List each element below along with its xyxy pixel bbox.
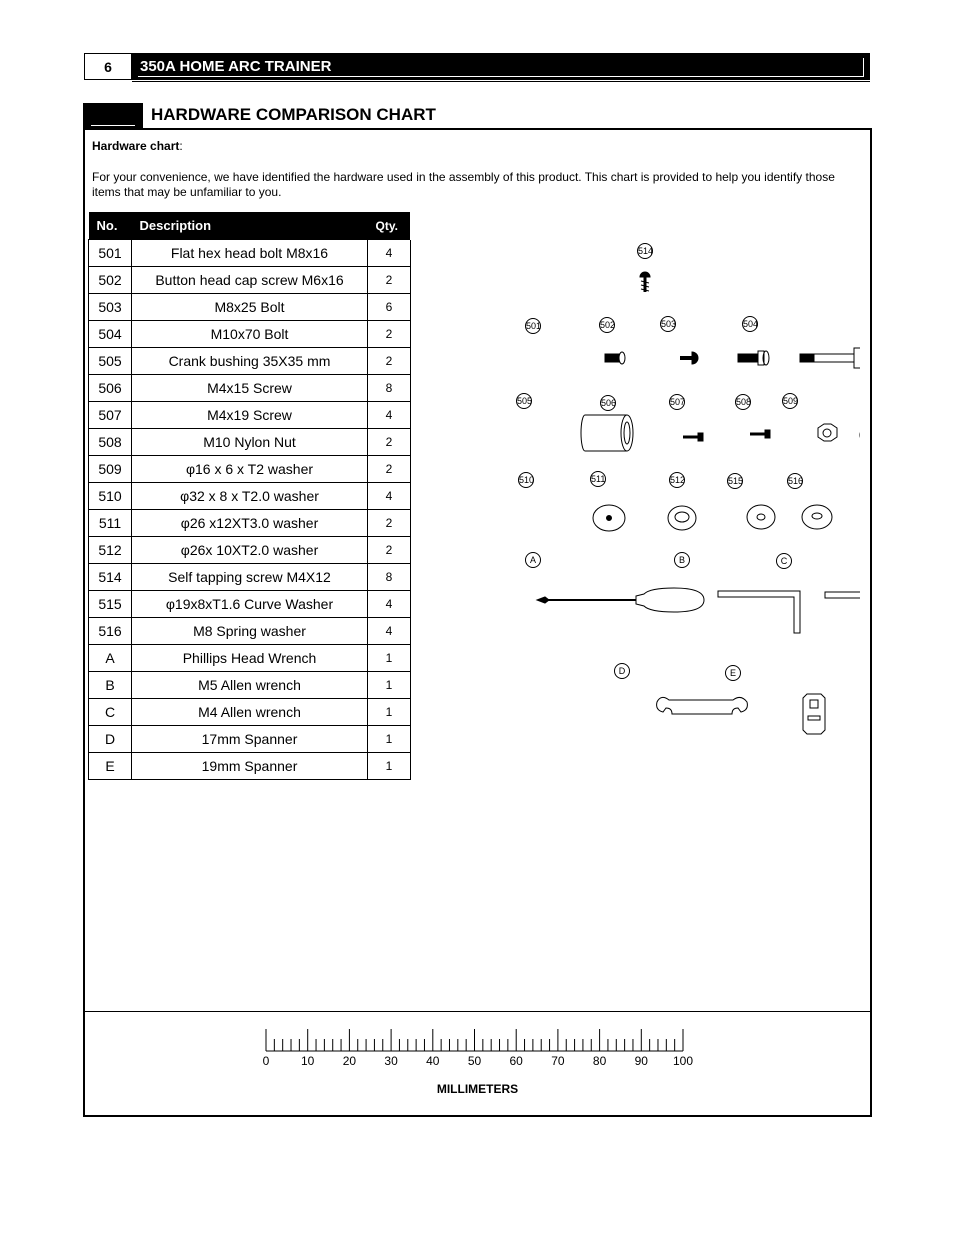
col-qty: Qty. — [368, 212, 411, 240]
table-row — [89, 699, 411, 726]
table-row — [89, 510, 411, 537]
cell-description: M5 Allen wrench — [132, 672, 368, 699]
cell-description: M4x19 Screw — [132, 402, 368, 429]
cell-description: Button head cap screw M6x16 — [132, 267, 368, 294]
table-row — [89, 483, 411, 510]
cell-no: 501 — [89, 240, 132, 267]
cell-no: 516 — [89, 618, 132, 645]
callout-512: 512 — [669, 472, 685, 488]
allen-wrench-m4-icon — [825, 592, 860, 634]
cell-qty: 2 — [368, 537, 411, 564]
callout-a: A — [525, 552, 541, 568]
cell-no: D — [89, 726, 132, 753]
ruler-tick-label: 80 — [592, 1054, 607, 1068]
callout-509: 509 — [782, 393, 798, 409]
cell-no: 515 — [89, 591, 132, 618]
washer-511-icon — [668, 506, 696, 530]
document-title-bar — [132, 53, 870, 80]
cell-no: 502 — [89, 267, 132, 294]
cell-description: φ32 x 8 x T2.0 washer — [132, 483, 368, 510]
bolt-503-icon — [738, 351, 769, 365]
cell-no: 509 — [89, 456, 132, 483]
cell-description: M4 Allen wrench — [132, 699, 368, 726]
ruler-unit-label: MILLIMETERS — [436, 1082, 519, 1096]
cell-qty: 8 — [368, 564, 411, 591]
header-rule — [132, 81, 870, 82]
callout-508: 508 — [735, 394, 751, 410]
table-row — [89, 267, 411, 294]
spanner-17mm-icon — [657, 697, 748, 714]
table-body — [89, 240, 411, 780]
millimeter-ruler — [260, 1025, 690, 1055]
ruler-tick-label: 70 — [551, 1054, 565, 1068]
bolt-501-icon — [605, 352, 625, 364]
callout-b: B — [674, 552, 690, 568]
cell-description: M8 Spring washer — [132, 618, 368, 645]
cell-description: M4x15 Screw — [132, 375, 368, 402]
cell-qty: 2 — [368, 510, 411, 537]
table-row — [89, 456, 411, 483]
callout-515: 515 — [727, 473, 743, 489]
washer-515-icon — [802, 505, 832, 529]
cell-qty: 6 — [368, 294, 411, 321]
cell-qty: 2 — [368, 321, 411, 348]
cell-no: E — [89, 753, 132, 780]
section-title: HARDWARE COMPARISON CHART — [151, 105, 436, 124]
table-row — [89, 375, 411, 402]
cell-qty: 4 — [368, 618, 411, 645]
cell-description: M8x25 Bolt — [132, 294, 368, 321]
callout-504: 504 — [742, 316, 758, 332]
cell-qty: 4 — [368, 402, 411, 429]
cell-no: B — [89, 672, 132, 699]
washer-512-icon — [747, 505, 775, 529]
cell-no: 505 — [89, 348, 132, 375]
bolt-504-icon — [800, 348, 860, 368]
socket-19mm-icon — [803, 694, 825, 734]
ruler-tick-label: 30 — [384, 1054, 398, 1068]
nut-508-icon — [818, 424, 837, 441]
table-row — [89, 672, 411, 699]
callout-503: 503 — [660, 316, 676, 332]
screw-502-icon — [680, 352, 698, 364]
callout-511: 511 — [590, 471, 606, 487]
cell-no: 512 — [89, 537, 132, 564]
cell-qty: 8 — [368, 375, 411, 402]
cell-qty: 2 — [368, 267, 411, 294]
cell-qty: 1 — [368, 699, 411, 726]
callout-e: E — [725, 665, 741, 681]
col-description: Description — [132, 212, 368, 240]
cell-no: C — [89, 699, 132, 726]
cell-no: A — [89, 645, 132, 672]
cell-description: 19mm Spanner — [132, 753, 368, 780]
cell-description: Phillips Head Wrench — [132, 645, 368, 672]
ruler-tick-label: 0 — [262, 1054, 270, 1068]
cell-qty: 1 — [368, 753, 411, 780]
cell-no: 511 — [89, 510, 132, 537]
callout-514: 514 — [637, 243, 653, 259]
allen-wrench-m5-icon — [718, 591, 800, 633]
cell-description: M10 Nylon Nut — [132, 429, 368, 456]
document-title: 350A HOME ARC TRAINER — [140, 58, 332, 75]
hardware-illustrations — [440, 230, 860, 770]
screw-514-icon — [640, 272, 650, 292]
callout-501: 501 — [525, 318, 541, 334]
table-row — [89, 537, 411, 564]
page-header — [84, 53, 870, 80]
table-row — [89, 645, 411, 672]
ruler-tick-label: 60 — [509, 1054, 523, 1068]
cell-qty: 2 — [368, 456, 411, 483]
hardware-chart-box — [83, 128, 872, 1117]
cell-no: 503 — [89, 294, 132, 321]
table-row — [89, 402, 411, 429]
cell-description: 17mm Spanner — [132, 726, 368, 753]
section-marker — [83, 103, 143, 129]
cell-no: 508 — [89, 429, 132, 456]
ruler-tick-label: 40 — [426, 1054, 440, 1068]
bushing-505-icon — [581, 415, 633, 451]
callout-505: 505 — [516, 393, 532, 409]
hardware-chart-label: Hardware chart: — [92, 139, 183, 153]
cell-description: Crank bushing 35X35 mm — [132, 348, 368, 375]
intro-paragraph: For your convenience, we have identified the hardware used in the assembly of this product. This chart is provided to help you identify those items that may be unfamiliar to you. — [92, 170, 835, 199]
callout-d: D — [614, 663, 630, 679]
callout-510: 510 — [518, 472, 534, 488]
cell-qty: 4 — [368, 240, 411, 267]
cell-qty: 4 — [368, 591, 411, 618]
table-row — [89, 240, 411, 267]
table-row — [89, 726, 411, 753]
cell-no: 506 — [89, 375, 132, 402]
callout-516: 516 — [787, 473, 803, 489]
cell-qty: 1 — [368, 645, 411, 672]
cell-description: M10x70 Bolt — [132, 321, 368, 348]
cell-qty: 1 — [368, 726, 411, 753]
ruler-tick-label: 100 — [672, 1054, 694, 1068]
ruler-tick-label: 10 — [301, 1054, 315, 1068]
cell-description: Flat hex head bolt M8x16 — [132, 240, 368, 267]
cell-qty: 2 — [368, 429, 411, 456]
ruler-tick-label: 20 — [342, 1054, 357, 1068]
cell-no: 510 — [89, 483, 132, 510]
table-row — [89, 753, 411, 780]
ruler-tick-label: 90 — [634, 1054, 648, 1068]
col-no: No. — [89, 212, 132, 240]
cell-description: φ16 x 6 x T2 washer — [132, 456, 368, 483]
page-number: 6 — [84, 53, 132, 80]
cell-qty: 1 — [368, 672, 411, 699]
cell-no: 504 — [89, 321, 132, 348]
cell-qty: 4 — [368, 483, 411, 510]
cell-description: φ19x8xT1.6 Curve Washer — [132, 591, 368, 618]
cell-description: φ26x 10XT2.0 washer — [132, 537, 368, 564]
cell-description: φ26 x12XT3.0 washer — [132, 510, 368, 537]
table-row — [89, 348, 411, 375]
table-row — [89, 564, 411, 591]
callout-502: 502 — [599, 317, 615, 333]
table-row — [89, 618, 411, 645]
callout-506: 506 — [600, 395, 616, 411]
screw-507-icon — [750, 430, 770, 438]
cell-description: Self tapping screw M4X12 — [132, 564, 368, 591]
table-row — [89, 294, 411, 321]
callout-507: 507 — [669, 394, 685, 410]
table-row — [89, 591, 411, 618]
table-header-row — [89, 212, 411, 240]
ruler-divider — [85, 1011, 870, 1012]
table-row — [89, 321, 411, 348]
hardware-table — [88, 212, 412, 780]
cell-no: 514 — [89, 564, 132, 591]
table-row — [89, 429, 411, 456]
callout-c: C — [776, 553, 792, 569]
cell-no: 507 — [89, 402, 132, 429]
washer-510-icon — [593, 505, 625, 531]
screw-506-icon — [683, 433, 703, 441]
ruler-tick-label: 50 — [467, 1054, 482, 1068]
phillips-wrench-icon — [537, 588, 704, 612]
cell-qty: 2 — [368, 348, 411, 375]
